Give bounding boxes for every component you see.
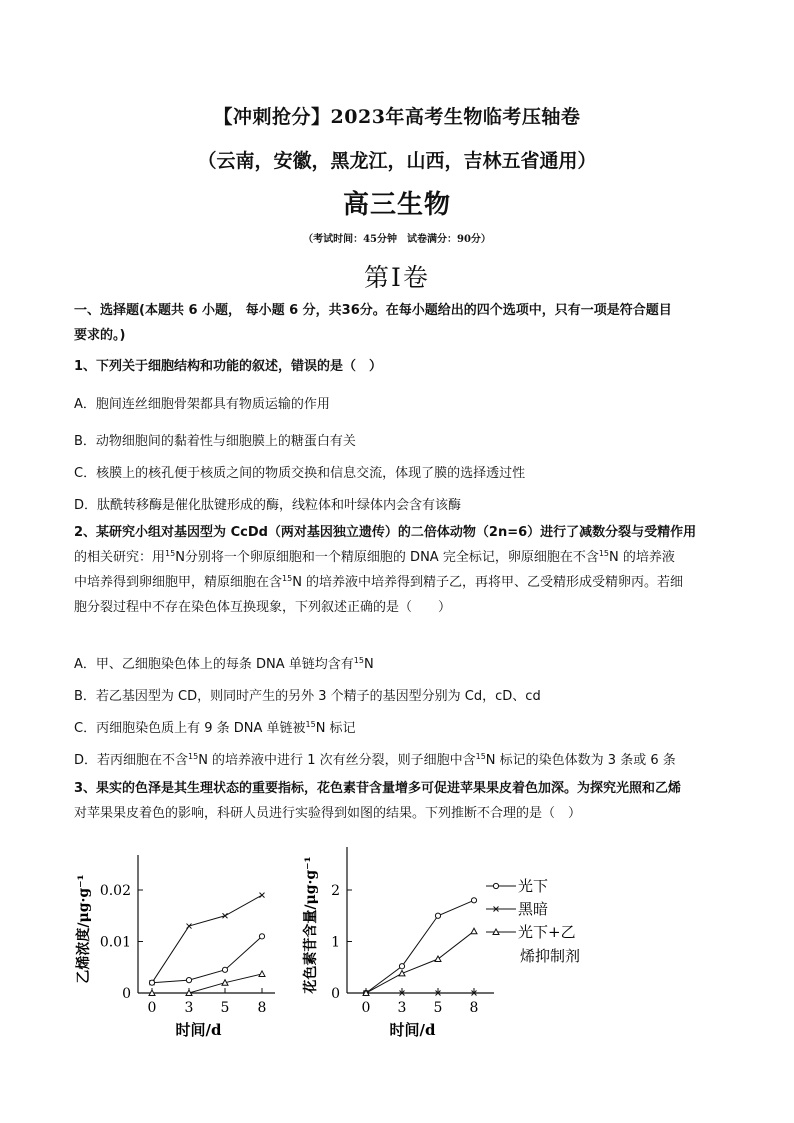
figure-charts [0, 835, 794, 1075]
isotope-sup: 15 [598, 549, 610, 558]
exam-info: （考试时间：45分钟 试卷满分：90分） [303, 234, 491, 245]
question-1-option-d: D．肽酰转移酶是催化肽键形成的酶，线粒体和叶绿体内会含有该酶 [74, 498, 462, 513]
question-2-line-2 [74, 545, 722, 570]
chart-y-tick-label: 0.02 [99, 883, 131, 899]
chart-x-tick-label: 0 [147, 1000, 157, 1016]
q2-l3a: 中培养得到卵细胞甲，精原细胞在含 [74, 575, 283, 590]
chart-x-tick-label: 8 [469, 1000, 479, 1016]
question-3-stem [74, 776, 722, 826]
section-instructions [74, 298, 722, 348]
q2-l3b: N 的培养液中培养得到精子乙，再将甲、乙受精形成受精卵丙。若细 [292, 575, 684, 590]
q2-l2a: 的相关研究：用 [74, 550, 166, 565]
q2-d-tail: N 标记的染色体数为 3 条或 6 条 [485, 753, 676, 768]
isotope-sup: 15 [165, 549, 176, 558]
q2-a-text: A．甲、乙细胞染色体上的每条 DNA 单链均含有 [74, 657, 354, 672]
chart-x-label: 时间/d [389, 1021, 436, 1039]
chart-x-label: 时间/d [175, 1021, 222, 1039]
chart-data-point [260, 893, 265, 898]
q2-l2b: N分别将一个卵原细胞和一个精原细胞的 DNA 完全标记，卵原细胞在不含 [175, 550, 599, 565]
question-2-option-d [74, 749, 734, 768]
chart-series-line [152, 936, 262, 982]
isotope-sup: 15 [353, 656, 364, 665]
question-2-line-4: 胞分裂过程中不存在染色体互换现象，下列叙述正确的是（ ） [74, 600, 452, 615]
question-1-option-c: C．核膜上的核孔便于核质之间的物质交换和信息交流，体现了膜的选择透过性 [74, 466, 526, 481]
legend-label: 烯抑制剂 [520, 947, 581, 965]
chart-data-point [222, 967, 227, 972]
chart-x-tick-label: 8 [257, 1000, 267, 1016]
question-2-option-c [74, 717, 734, 736]
legend-label: 黑暗 [518, 900, 549, 918]
chart-x-tick-label: 3 [184, 1000, 194, 1016]
legend-label: 光下+乙 [518, 923, 576, 941]
question-1-option-b: B．动物细胞间的黏着性与细胞膜上的糖蛋白有关 [74, 434, 356, 449]
q2-d-mid: N 的培养液中进行 1 次有丝分裂，则子细胞中含 [198, 753, 476, 768]
chart-y-tick-label: 2 [331, 883, 340, 899]
chart-x-tick-label: 3 [397, 1000, 407, 1016]
legend-label: 光下 [518, 877, 549, 895]
chart-x-tick-label: 5 [433, 1000, 443, 1016]
question-2-line-1 [74, 520, 722, 545]
chart-x-tick-label: 5 [220, 1000, 230, 1016]
isotope-sup: 15 [188, 752, 199, 761]
chart-data-point [399, 970, 405, 976]
chart-series-line [366, 900, 474, 993]
isotope-sup: 15 [475, 752, 486, 761]
q2-a-tail: N [363, 657, 374, 672]
question-2-option-a [74, 653, 734, 672]
chart-y-tick-label: 0 [331, 986, 340, 1002]
question-2-option-b: B．若乙基因型为 CD，则同时产生的另外 3 个精子的基因型分别为 Cd，cD、cd [74, 689, 541, 704]
q2-d-text: D．若丙细胞在不含 [74, 753, 189, 768]
q2-c-text: C．丙细胞染色质上有 9 条 DNA 单链被 [74, 721, 306, 736]
chart-data-point [435, 913, 440, 918]
instructions-line-1: 一、选择题(本题共 6 小题， 每小题 6 分，共36分。在每小题给出的四个选项中，只有一项是符合题目 [74, 303, 672, 318]
instructions-line-2: 要求的。) [74, 328, 126, 343]
question-2-line-3 [74, 570, 722, 595]
chart-data-point [399, 964, 404, 969]
chart-series-line [152, 974, 262, 993]
isotope-sup: 15 [305, 720, 316, 729]
isotope-sup: 15 [282, 574, 293, 583]
chart-data-point [471, 928, 477, 934]
chart-data-point [186, 978, 191, 983]
legend-marker [493, 883, 498, 888]
chart-x-tick-label: 0 [361, 1000, 371, 1016]
chart-data-point [471, 898, 476, 903]
exam-subtitle: （云南，安徽，黑龙江，山西，吉林五省通用） [197, 150, 597, 172]
chart-y-tick-label: 0 [122, 986, 131, 1002]
chart-y-tick-label: 1 [331, 934, 340, 951]
chart-y-label: 花色素苷含量/μg·g⁻¹ [303, 856, 319, 994]
question-3-line-2: 对苹果果皮着色的影响，科研人员进行实验得到如图的结果。下列推断不合理的是（ ） [74, 806, 582, 821]
q2-l2c: N 的培养液 [609, 550, 675, 565]
chart-data-point [149, 980, 154, 985]
chart-data-point [259, 971, 265, 977]
question-2-line-1-text: 2、某研究小组对基因型为 CcDd（两对基因独立遗传）的二倍体动物（2n=6）进行了减数分裂与受精作用 [74, 525, 697, 540]
subject-title: 高三生物 [342, 190, 451, 220]
question-2-stem [74, 520, 722, 620]
question-1-stem: 1、下列关于细胞结构和功能的叙述，错误的是（ ） [74, 359, 383, 374]
q2-c-tail: N 标记 [315, 721, 356, 736]
exam-title: 【冲刺抢分】2023年高考生物临考压轴卷 [213, 106, 581, 128]
chart-series-line [152, 895, 262, 983]
volume-title: 第Ⅰ卷 [364, 263, 430, 292]
chart-y-tick-label: 0.01 [99, 934, 131, 951]
chart-data-point [259, 934, 264, 939]
chart-y-label: 乙烯浓度/μg·g⁻¹ [76, 874, 92, 984]
question-3-line-1: 3、果实的色泽是其生理状态的重要指标，花色素苷含量增多可促进苹果果皮着色加深。为探究光照和乙烯 [74, 781, 682, 796]
question-1-option-a: A．胞间连丝细胞骨架都具有物质运输的作用 [74, 397, 330, 412]
